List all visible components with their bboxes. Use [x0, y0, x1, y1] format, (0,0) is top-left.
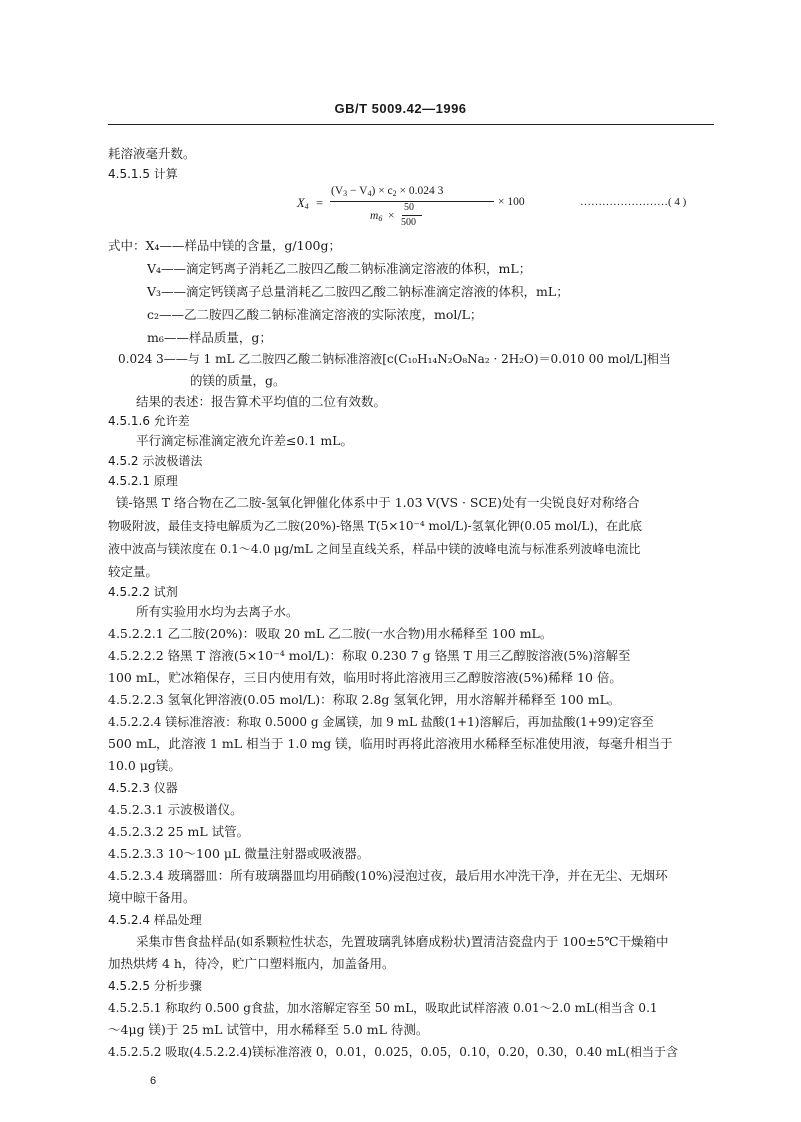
text-line: 结果的表述：报告算术平均值的二位有效数。	[136, 394, 387, 409]
text-line: 4.5.2.5.2 吸取(4.5.2.2.4)镁标准溶液 0，0.01，0.025，0.05，0.10，0.20，0.30，0.40 mL(相当于含	[108, 1045, 679, 1059]
text-line: 4.5.2.2.2 铬黑 T 溶液(5×10⁻⁴ mol/L)：称取 0.230 7 g 铬黑 T 用三乙醇胺溶液(5%)溶解至	[108, 648, 631, 663]
text-line: 镁-铬黑 T 络合物在乙二胺-氢氧化钾催化体系中于 1.03 V(VS · SCE)处有一尖锐良好对称络合	[116, 495, 640, 510]
text-line: 4.5.2.2.3 氢氧化钾溶液(0.05 mol/L)：称取 2.8g 氢氧化钾，用水溶解并稀释至 100 mL。	[108, 692, 621, 707]
equation-number: ……………………( 4 )	[580, 196, 687, 208]
text-line: 采集市售食盐样品(如系颗粒性状态，先置玻璃乳钵磨成粉状)置清洁瓷盘内于 100±5℃干燥箱中	[136, 934, 669, 949]
section-heading: 4.5.2.1 原理	[108, 474, 178, 488]
text-line: 加热烘烤 4 h，待冷，贮广口塑料瓶内，加盖备用。	[108, 956, 395, 971]
page-number: 6	[150, 1075, 157, 1087]
formula-lhs: $X_4$	[297, 196, 309, 211]
formula-denominator-times: ×	[388, 210, 395, 222]
text-line: 4.5.2.2.1 乙二胺(20%)：吸取 20 mL 乙二胺(一水合物)用水稀释至 100 mL。	[108, 626, 553, 641]
text-line: 100 mL，贮冰箱保存，三日内使用有效，临用时将此溶液用三乙醇胺溶液(5%)稀释 10 倍。	[108, 670, 622, 685]
page-header-standard-code: GB/T 5009.42—1996	[334, 101, 467, 116]
formula-times-100: × 100	[498, 196, 525, 208]
text-line: 式中：X₄——样品中镁的含量，g/100g；	[108, 238, 341, 253]
text-line: 物吸附波，最佳支持电解质为乙二胺(20%)-铬黑 T(5×10⁻⁴ mol/L)-氢氧化钾(0.05 mol/L)，在此底	[108, 519, 643, 533]
header-rule	[108, 124, 714, 125]
section-heading: 4.5.1.6 允许差	[108, 414, 190, 428]
text-line: 境中晾干备用。	[108, 890, 196, 905]
text-line: m₆——样品质量，g；	[147, 330, 272, 345]
formula-denominator: $m_6$	[370, 210, 383, 223]
text-line: 4.5.2.3.2 25 mL 试管。	[108, 824, 250, 839]
text-line: V₄——滴定钙离子消耗乙二胺四乙酸二钠标准滴定溶液的体积，mL；	[147, 261, 532, 276]
section-heading: 4.5.2.4 样品处理	[108, 913, 202, 927]
section-heading: 4.5.2.2 试剂	[108, 585, 178, 599]
text-line: 4.5.2.2.4 镁标准溶液：称取 0.5000 g 金属镁，加 9 mL 盐酸(1+1)溶解后，再加盐酸(1+99)定容至	[108, 715, 654, 729]
section-heading: 4.5.2.3 仪器	[108, 781, 178, 795]
formula-small-numerator: 50	[404, 202, 414, 213]
text-line: 液中波高与镁浓度在 0.1～4.0 μg/mL 之间呈直线关系，样品中镁的波峰电流与标准系列波峰电流比	[108, 542, 641, 556]
text-line: V₃——滴定钙镁离子总量消耗乙二胺四乙酸二钠标准滴定溶液的体积，mL；	[147, 284, 569, 299]
text-line: 4.5.2.3.1 示波极谱仪。	[108, 802, 243, 817]
text-line: 4.5.2.3.4 玻璃器皿：所有玻璃器皿均用硝酸(10%)浸泡过夜，最后用水冲洗干净，并在无尘、无烟环	[108, 868, 668, 883]
text-line: 4.5.2.5.1 称取约 0.500 g食盐，加水溶解定容至 50 mL，吸取此试样溶液 0.01～2.0 mL(相当含 0.1	[108, 1001, 658, 1015]
text-line: 4.5.2.3.3 10～100 μL 微量注射器或吸液器。	[108, 846, 370, 861]
text-line: 10.0 μg镁。	[108, 758, 181, 773]
text-line: 耗溶液毫升数。	[108, 146, 196, 161]
formula-small-denominator: 500	[401, 217, 416, 228]
text-line: 0.024 3——与 1 mL 乙二胺四乙酸二钠标准溶液[c(C₁₀H₁₄N₂O₈Na₂ · 2H₂O)＝0.010 00 mol/L]相当	[118, 352, 671, 366]
text-line: ～4μg 镁)于 25 mL 试管中，用水稀释至 5.0 mL 待测。	[108, 1022, 429, 1037]
formula-equals: =	[316, 196, 324, 210]
formula-numerator: $(V_3 - V_4) \times c_2 \times 0.024$ 3	[331, 185, 444, 198]
formula-small-fraction-bar	[402, 215, 422, 216]
text-line: 500 mL，此溶液 1 mL 相当于 1.0 mg 镁，临用时再将此溶液用水稀释至标准使用液，每毫升相当于	[108, 736, 673, 751]
section-heading: 4.5.1.5 计算	[108, 167, 178, 181]
text-line: 所有实验用水均为去离子水。	[136, 604, 299, 619]
text-line: 的镁的质量，g。	[190, 373, 286, 388]
section-heading: 4.5.2.5 分析步骤	[108, 979, 202, 993]
text-line: 平行滴定标准滴定液允许差≤0.1 mL。	[136, 433, 353, 448]
text-line: 较定量。	[108, 564, 159, 579]
section-heading: 4.5.2 示波极谱法	[108, 454, 203, 468]
text-line: c₂——乙二胺四乙酸二钠标准滴定溶液的实际浓度，mol/L；	[147, 307, 483, 322]
